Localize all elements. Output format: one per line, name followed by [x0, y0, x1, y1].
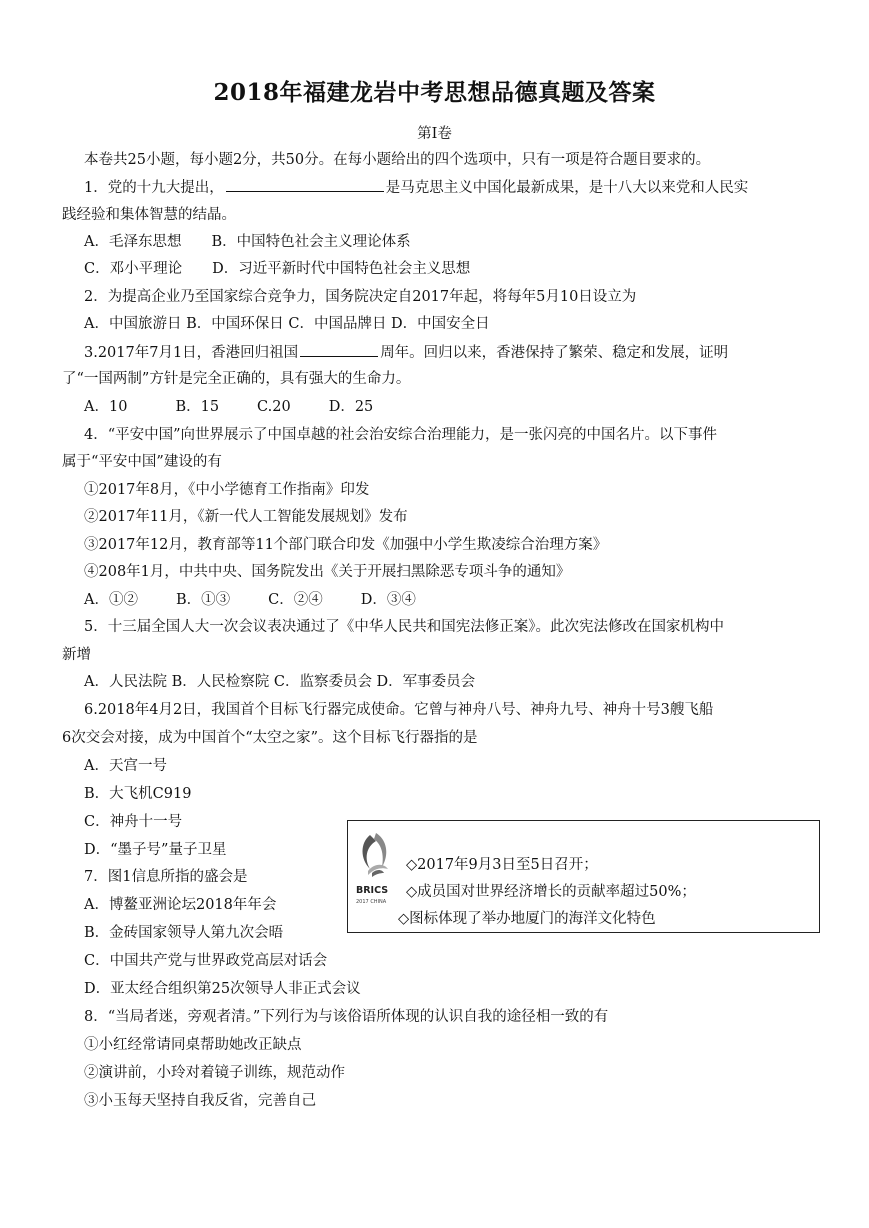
q4-option-b: B．①③: [175, 592, 231, 608]
q3-option-d: D．25: [328, 399, 374, 415]
q3-stem-c: 了“一国两制”方针是完全正确的，具有强大的生命力。: [62, 371, 411, 387]
q6-option-b: B．大飞机C919: [84, 786, 192, 802]
q8-item-2: ②演讲前，小玲对着镜子训练，规范动作: [84, 1065, 345, 1081]
q5-stem-b: 新增: [62, 647, 91, 663]
q8-stem: 8．“当局者迷，旁观者清。”下列行为与该俗语所体现的认识自我的途径相一致的有: [84, 1009, 609, 1025]
q1-blank: [226, 177, 384, 192]
q3-blank: [300, 342, 378, 357]
brics-logo-subtext: 2017 CHINA: [356, 899, 387, 905]
q7-option-c: C．中国共产党与世界政党高层对话会: [84, 953, 328, 969]
page-title: 2018年福建龙岩中考思想品德真题及答案: [213, 79, 656, 106]
intro-text: 本卷共25小题，每小题2分，共50分。在每小题给出的四个选项中，只有一项是符合题目要求的。: [84, 152, 711, 168]
q3-stem-b: 周年。回归以来，香港保持了繁荣、稳定和发展，证明: [380, 345, 729, 361]
figure-1-box: [347, 820, 820, 933]
q1-option-d: D．习近平新时代中国特色社会主义思想: [212, 261, 471, 277]
brics-sail-icon: [356, 829, 396, 909]
q3-option-c: C.20: [257, 399, 291, 415]
q3-option-a: A．10: [84, 399, 128, 415]
q6-option-c: C．神舟十一号: [84, 814, 183, 830]
q4-option-d: D．③④: [360, 592, 416, 608]
q1-options-row1: [84, 232, 411, 252]
q6-option-d: D．“墨子号”量子卫星: [84, 842, 227, 858]
q7-option-d: D．亚太经合组织第25次领导人非正式会议: [84, 981, 361, 997]
q3-stem-a: 3.2017年7月1日，香港回归祖国: [84, 345, 299, 361]
section-heading: 第Ⅰ卷: [417, 126, 452, 142]
q6-option-a: A．天宫一号: [84, 758, 167, 774]
q3-options: [84, 397, 373, 417]
figure-item-1: ◇2017年9月3日至5日召开；: [406, 857, 598, 873]
q4-stem-b: 属于“平安中国”建设的有: [62, 454, 222, 470]
q4-option-c: C．②④: [268, 592, 323, 608]
q1-options-row2: [84, 259, 470, 279]
q4-stem-a: 4．“平安中国”向世界展示了中国卓越的社会治安综合治理能力，是一张闪亮的中国名片。以下事件: [84, 427, 718, 443]
q3-stem: [84, 342, 728, 363]
q8-item-3: ③小玉每天坚持自我反省，完善自己: [84, 1093, 316, 1109]
q8-item-1: ①小红经常请同桌帮助她改正缺点: [84, 1037, 302, 1053]
q4-item-2: ②2017年11月，《新一代人工智能发展规划》发布: [84, 509, 408, 525]
q1-stem-a: 1．党的十九大提出，: [84, 180, 224, 196]
q1-option-b: B．中国特色社会主义理论体系: [211, 234, 411, 250]
q4-item-1: ①2017年8月，《中小学德育工作指南》印发: [84, 482, 370, 498]
q4-item-3: ③2017年12月，教育部等11个部门联合印发《加强中小学生欺凌综合治理方案》: [84, 537, 608, 553]
q4-option-a: A．①②: [84, 592, 138, 608]
q6-stem-b: 6次交会对接，成为中国首个“太空之家”。这个目标飞行器指的是: [62, 730, 478, 746]
q5-options: A．人民法院 B．人民检察院 C．监察委员会 D．军事委员会: [84, 674, 476, 690]
brics-logo-text: BRICS: [356, 885, 389, 896]
brics-logo: [356, 829, 396, 909]
q6-stem-a: 6.2018年4月2日，我国首个目标飞行器完成使命。它曾与神舟八号、神舟九号、神舟十号3艘飞船: [84, 702, 714, 718]
q1-stem-c: 践经验和集体智慧的结晶。: [62, 207, 236, 223]
q5-stem-a: 5．十三届全国人大一次会议表决通过了《中华人民共和国宪法修正案》。此次宪法修改在国家机构中: [84, 619, 724, 635]
q4-item-4: ④208年1月，中共中央、国务院发出《关于开展扫黑除恶专项斗争的通知》: [84, 564, 571, 580]
figure-item-2: ◇成员国对世界经济增长的贡献率超过50%；: [406, 884, 696, 900]
q7-stem: 7．图1信息所指的盛会是: [84, 869, 248, 885]
q2-stem: 2．为提高企业乃至国家综合竞争力，国务院决定自2017年起，将每年5月10日设立为: [84, 289, 637, 305]
q3-option-b: B．15: [175, 399, 220, 415]
q7-option-a: A．博鳌亚洲论坛2018年年会: [84, 897, 277, 913]
q1-option-a: A．毛泽东思想: [84, 234, 182, 250]
q1-stem-b: 是马克思主义中国化最新成果，是十八大以来党和人民实: [385, 180, 749, 196]
figure-item-3: ◇图标体现了举办地厦门的海洋文化特色: [398, 911, 656, 927]
q1-stem: [84, 177, 748, 198]
q2-options: A．中国旅游日 B．中国环保日 C．中国品牌日 D．中国安全日: [84, 316, 490, 332]
q7-option-b: B．金砖国家领导人第九次会晤: [84, 925, 284, 941]
q1-option-c: C．邓小平理论: [84, 261, 183, 277]
q4-options: [84, 590, 416, 610]
